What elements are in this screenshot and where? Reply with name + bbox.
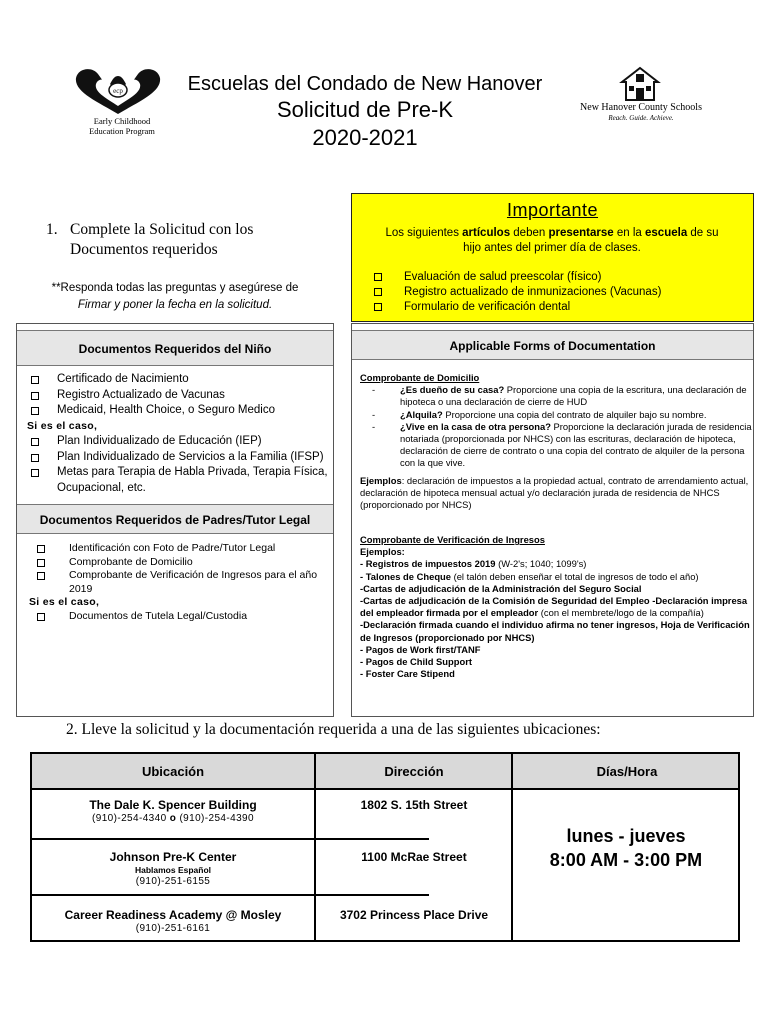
income-proof-heading: Comprobante de Verificación de Ingresos xyxy=(360,534,545,545)
list-item: Comprobante de Verificación de Ingresos para el año 2019 xyxy=(29,569,329,596)
checkbox-icon xyxy=(37,572,45,580)
income-examples-label: Ejemplos: xyxy=(360,546,405,558)
list-item: -Cartas de adjudicación de la Administración del Seguro Social xyxy=(360,582,642,594)
checkbox-icon xyxy=(31,469,39,477)
address-examples: Ejemplos: declaración de impuestos a la propiedad actual, contrato de arrendamiento actual, declaración de hipoteca mensual actual y/o declaración jurada de residencia de NHCS (proporcionado por NHCS) xyxy=(360,474,749,511)
document-title xyxy=(180,72,550,152)
step-2-text: 2. Lleve la solicitud y la documentación requerida a una de las siguientes ubicaciones: xyxy=(66,721,601,738)
list-item: Metas para Terapia de Habla Privada, Terapia Física, Ocupacional, etc. xyxy=(27,465,329,496)
list-item: Registro Actualizado de Vacunas xyxy=(27,388,329,404)
important-heading: Importante xyxy=(506,200,599,220)
office-hours xyxy=(512,824,740,872)
important-box xyxy=(351,193,754,322)
address-proof-section xyxy=(360,372,752,511)
list-item: Registro actualizado de inmunizaciones (Vacunas) xyxy=(374,285,744,300)
checkbox-icon xyxy=(37,545,45,553)
table-row xyxy=(32,908,314,935)
list-item: - Foster Care Stipend xyxy=(360,668,455,680)
list-item: - Pagos de Child Support xyxy=(360,656,472,668)
list-item: - ¿Alquila? Proporcione una copia del contrato de alquiler bajo su nombre. xyxy=(360,409,752,421)
child-docs-list xyxy=(27,372,329,496)
step-1 xyxy=(46,220,326,260)
list-item: - ¿Vive en la casa de otra persona? Proporcione la declaración jurada de residencia notariada (proporcionada por NHCS) con las escrituras, declaración de hipoteca, declaración de cierre de contrato o una copia del contrato de alquiler de la persona con la que vive. xyxy=(360,421,752,470)
checkbox-icon xyxy=(31,454,39,462)
locations-table xyxy=(30,752,740,942)
list-item: Identificación con Foto de Padre/Tutor Legal xyxy=(29,542,329,556)
if-applicable-label: Si es el caso, xyxy=(27,419,98,432)
form-title: Solicitud de Pre-K xyxy=(276,97,454,122)
location-phone: (910)-254-4340 o (910)-254-4390 xyxy=(92,813,254,824)
step-1-text: Complete la Solicitud con los Documentos requeridos xyxy=(70,221,254,258)
location-column-header: Ubicación xyxy=(141,764,205,779)
checkbox-icon xyxy=(374,273,382,281)
ecp-badge-text: ecp xyxy=(113,87,123,95)
nhcs-name: New Hanover County Schools xyxy=(580,102,702,113)
important-list xyxy=(374,270,744,315)
step-1-number: 1. xyxy=(46,221,58,238)
required-documents-panel xyxy=(16,323,334,717)
address-proof-heading: Comprobante de Domicilio xyxy=(360,372,480,383)
location-address: 1802 S. 15th Street xyxy=(360,798,468,812)
documentation-forms-panel xyxy=(351,323,754,717)
row-divider xyxy=(32,838,429,840)
signature-note: **Responda todas las preguntas y asegúrese de Firmar y poner la fecha en la solicitud. xyxy=(51,282,299,311)
hours-column-header: Días/Hora xyxy=(596,764,658,779)
list-item: Documentos de Tutela Legal/Custodia xyxy=(29,610,329,624)
ecp-logo xyxy=(60,66,180,144)
location-name: Johnson Pre-K Center xyxy=(109,850,237,864)
address-column-header: Dirección xyxy=(384,764,444,779)
income-proof-section xyxy=(360,534,752,680)
ecp-logo-text: Early Childhood Education Program xyxy=(89,116,155,136)
table-header xyxy=(32,754,738,790)
row-divider xyxy=(32,894,429,896)
list-item: Plan Individualizado de Educación (IEP) xyxy=(27,434,329,450)
list-item: Comprobante de Domicilio xyxy=(29,556,329,570)
location-phone: (910)-251-6155 xyxy=(135,876,211,887)
list-item: Plan Individualizado de Servicios a la Familia (IFSP) xyxy=(27,450,329,466)
checkbox-icon xyxy=(374,303,382,311)
location-address: 3702 Princess Place Drive xyxy=(339,908,489,922)
language-note: Hablamos Español xyxy=(134,865,212,875)
heart-hands-icon xyxy=(68,66,168,118)
list-item: - Pagos de Work first/TANF xyxy=(360,643,481,655)
location-address: 1100 McRae Street xyxy=(361,850,467,864)
table-row xyxy=(32,798,314,825)
important-lead: Los siguientes artículos deben presentarse en la escuela de su hijo antes del primer día de clases. xyxy=(385,227,719,254)
location-phone: (910)-251-6161 xyxy=(135,923,211,934)
checkbox-icon xyxy=(31,407,39,415)
checkbox-icon xyxy=(31,392,39,400)
schoolhouse-icon xyxy=(618,66,662,102)
forms-heading: Applicable Forms of Documentation xyxy=(352,330,753,360)
list-item: - ¿Es dueño de su casa? Proporcione una copia de la escritura, una declaración de hipoteca o una declaración de cierre de HUD xyxy=(360,384,752,408)
list-item: Medicaid, Health Choice, o Seguro Medico xyxy=(27,403,329,419)
location-name: The Dale K. Spencer Building xyxy=(89,798,257,812)
list-item: Certificado de Nacimiento xyxy=(27,372,329,388)
list-item: Evaluación de salud preescolar (físico) xyxy=(374,270,744,285)
checkbox-icon xyxy=(37,559,45,567)
list-item: -Declaración firmada cuando el individuo afirma no tener ingresos, Hoja de Verificación de Ingresos (proporcionado por NHCS) xyxy=(360,619,750,643)
checkbox-icon xyxy=(37,613,45,621)
table-row xyxy=(32,850,314,888)
list-item: - Talones de Cheque (el talón deben enseñar el total de ingresos de todo el año) xyxy=(360,570,699,582)
list-item: Formulario de verificación dental xyxy=(374,300,744,315)
checkbox-icon xyxy=(31,438,39,446)
list-item: -Cartas de adjudicación de la Comisión de Seguridad del Empleo -Declaración impresa del empleador firmada por el empleador (con el membrete/logo de la compañía) xyxy=(360,595,748,619)
parent-docs-heading: Documentos Requeridos de Padres/Tutor Legal xyxy=(17,504,333,534)
office-days: lunes - jueves xyxy=(566,826,686,846)
checkbox-icon xyxy=(374,288,382,296)
if-applicable-label: Si es el caso, xyxy=(29,596,100,608)
district-title: Escuelas del Condado de New Hanover xyxy=(187,73,543,95)
child-docs-heading: Documentos Requeridos del Niño xyxy=(17,330,333,366)
nhcs-tagline: Reach. Guide. Achieve. xyxy=(608,114,674,122)
school-year: 2020-2021 xyxy=(312,125,418,150)
nhcs-logo xyxy=(566,66,716,126)
location-name: Career Readiness Academy @ Mosley xyxy=(64,908,282,922)
office-time: 8:00 AM - 3:00 PM xyxy=(549,850,703,870)
checkbox-icon xyxy=(31,376,39,384)
list-item: - Registros de impuestos 2019 (W-2's; 1040; 1099's) xyxy=(360,558,587,570)
parent-docs-list xyxy=(29,542,329,623)
